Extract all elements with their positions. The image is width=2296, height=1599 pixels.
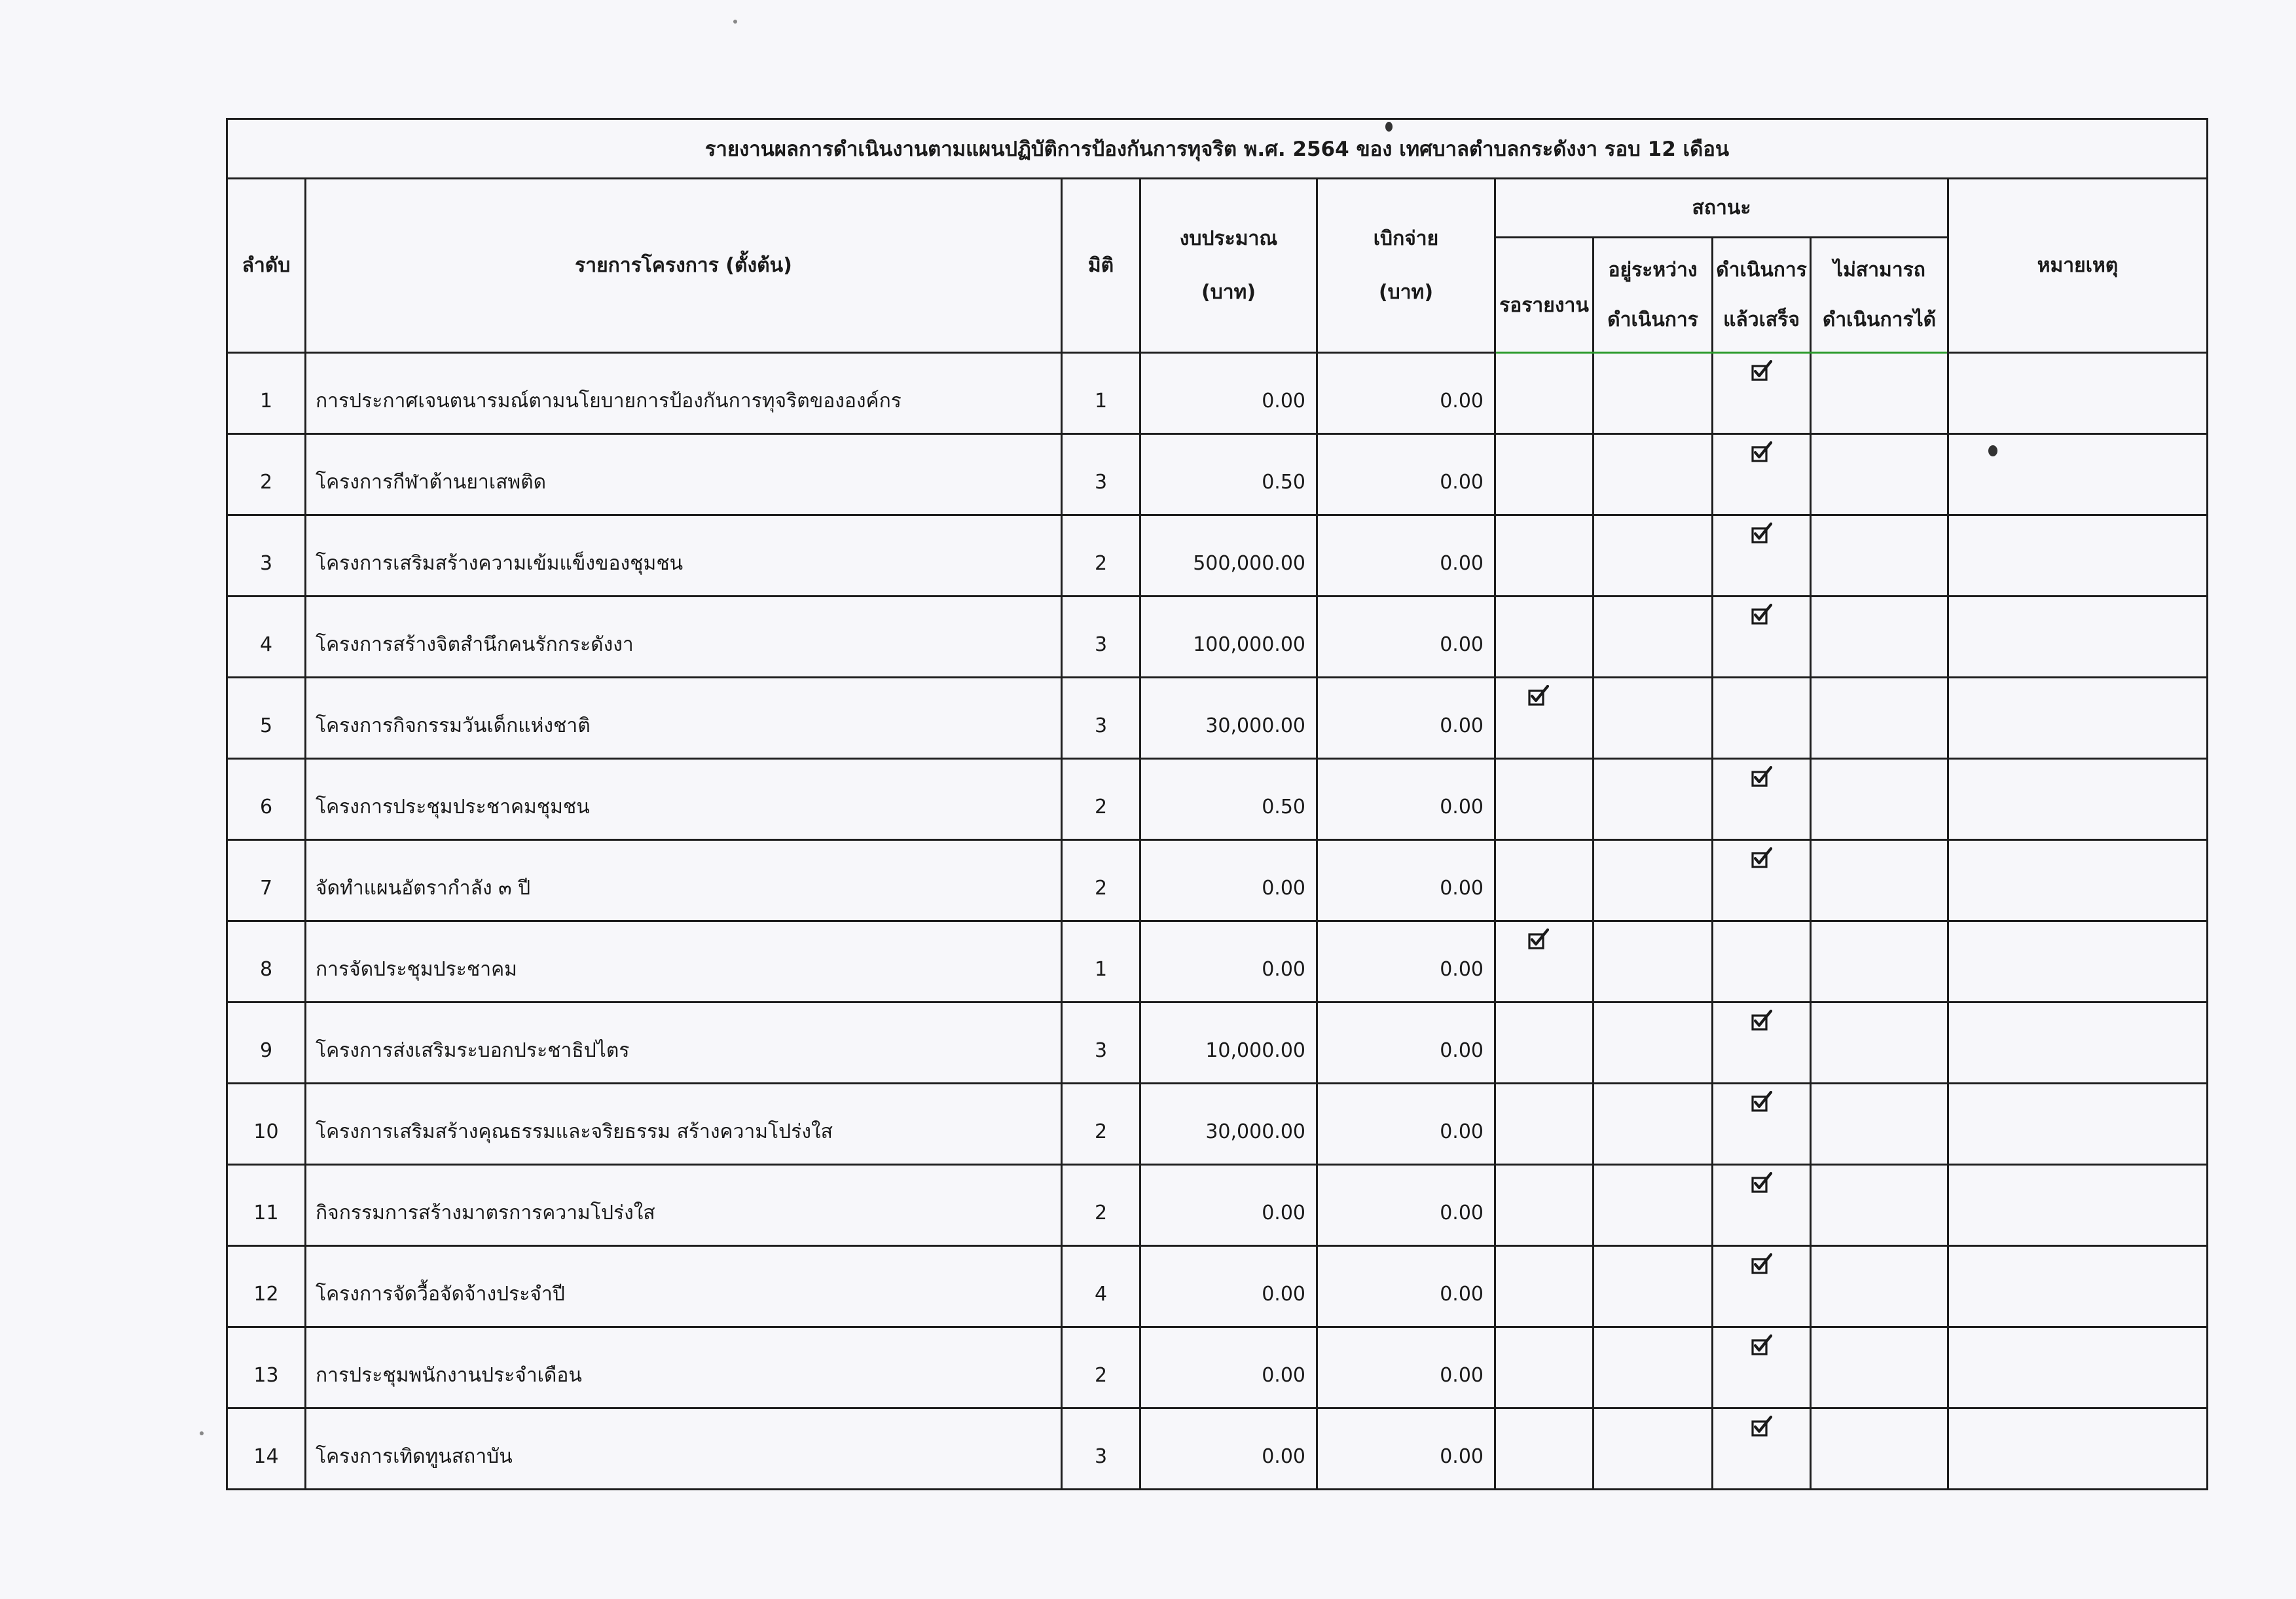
row-project-name-text: โครงการเสริมสร้างคุณธรรมและจริยธรรม สร้างความโปร่งใส [316,1120,833,1143]
row-budget-text: 30,000.00 [1205,714,1305,737]
row-remark [1948,597,2208,678]
status-unable-cell [1811,678,1948,759]
status-done-cell [1713,921,1811,1002]
row-order-text: 4 [259,633,273,656]
row-dimension-text: 2 [1094,1120,1108,1143]
row-budget [1140,1327,1317,1408]
row-dimension-text: 3 [1094,633,1108,656]
row-remark [1948,1246,2208,1327]
table-row [227,921,2208,1002]
status-done-cell [1713,759,1811,840]
status-unable-cell [1811,353,1948,434]
row-order-text: 14 [253,1445,279,1468]
checkbox-checked-icon [1751,604,1773,626]
status-inprogress-cell [1594,759,1713,840]
checkbox-checked-icon [1751,1416,1773,1438]
table-row [227,678,2208,759]
row-dimension-text: 1 [1094,958,1108,981]
row-dimension [1062,515,1140,597]
row-budget [1140,759,1317,840]
status-unable-cell [1811,1246,1948,1327]
row-spent [1317,1246,1495,1327]
row-order-text: 12 [253,1283,279,1306]
row-order-text: 9 [259,1039,273,1062]
row-spent [1317,434,1495,515]
row-spent [1317,1408,1495,1490]
status-unable-cell [1811,1165,1948,1246]
checkbox-checked-icon [1751,847,1773,870]
status-inprogress-cell [1594,597,1713,678]
row-budget [1140,597,1317,678]
row-project-name [306,1165,1062,1246]
row-remark [1948,921,2208,1002]
table-row [227,1246,2208,1327]
row-dimension [1062,353,1140,434]
status-unable-cell [1811,434,1948,515]
row-order-text: 13 [253,1364,279,1387]
row-budget-text: 0.00 [1262,1364,1305,1387]
header-status: สถานะ [1495,179,1948,238]
status-unable-cell [1811,840,1948,921]
row-spent-text: 0.00 [1440,390,1484,413]
row-dimension-text: 4 [1094,1283,1108,1306]
status-pending-cell [1495,1084,1594,1165]
row-budget [1140,678,1317,759]
header-spent-unit: (บาท) [1378,280,1434,304]
status-inprogress-cell [1594,1084,1713,1165]
row-project-name-text: กิจกรรมการสร้างมาตรการความโปร่งใส [316,1202,655,1224]
row-remark [1948,840,2208,921]
row-spent-text: 0.00 [1440,796,1484,818]
row-project-name [306,678,1062,759]
status-pending-cell [1495,1165,1594,1246]
header-status-unable [1811,238,1948,353]
row-spent-text: 0.00 [1440,714,1484,737]
status-done-cell [1713,597,1811,678]
row-order [227,1408,306,1490]
status-unable-cell [1811,515,1948,597]
project-rows [227,353,2208,1490]
checkbox-checked-icon [1751,441,1773,464]
row-spent-text: 0.00 [1440,1445,1484,1468]
row-project-name [306,353,1062,434]
row-order [227,597,306,678]
status-pending-cell [1495,759,1594,840]
status-unable-cell [1811,597,1948,678]
checkbox-checked-icon [1751,766,1773,788]
row-budget [1140,921,1317,1002]
header-status-done [1713,238,1811,353]
row-remark [1948,678,2208,759]
status-inprogress-cell [1594,678,1713,759]
status-pending-cell [1495,353,1594,434]
status-inprogress-cell [1594,921,1713,1002]
row-dimension-text: 2 [1094,877,1108,900]
row-budget [1140,1408,1317,1490]
header-status-done-line1: ดำเนินการ [1716,258,1807,282]
checkbox-checked-icon [1751,1253,1773,1276]
row-budget-text: 0.00 [1262,877,1305,900]
row-remark [1948,434,2208,515]
row-budget [1140,1165,1317,1246]
row-remark [1948,759,2208,840]
status-done-cell [1713,353,1811,434]
row-dimension [1062,921,1140,1002]
row-project-name [306,759,1062,840]
header-project: รายการโครงการ (ตั้งต้น) [306,179,1062,353]
status-pending-cell [1495,1327,1594,1408]
row-spent [1317,840,1495,921]
row-dimension [1062,1246,1140,1327]
checkbox-checked-icon [1751,1010,1773,1032]
row-budget-text: 100,000.00 [1193,633,1305,656]
row-project-name-text: โครงการเทิดทูนสถาบัน [316,1445,513,1468]
checkbox-checked-icon [1751,1334,1773,1357]
row-project-name [306,434,1062,515]
report-table [226,118,2208,1490]
row-project-name-text: โครงการเสริมสร้างความเข้มแข็งของชุมชน [316,552,683,575]
table-row [227,597,2208,678]
header-status-pending-label: รอรายงาน [1499,293,1589,317]
row-spent [1317,678,1495,759]
row-spent [1317,759,1495,840]
row-spent [1317,1165,1495,1246]
row-dimension [1062,759,1140,840]
header-status-inprogress [1594,238,1713,353]
header-status-done-line2: แล้วเสร็จ [1723,308,1800,331]
status-pending-cell [1495,434,1594,515]
row-budget-text: 0.00 [1262,1202,1305,1224]
row-budget [1140,1002,1317,1084]
status-done-cell [1713,434,1811,515]
row-dimension [1062,1165,1140,1246]
row-project-name [306,1002,1062,1084]
row-spent-text: 0.00 [1440,877,1484,900]
table-row [227,353,2208,434]
row-spent [1317,1084,1495,1165]
status-unable-cell [1811,1084,1948,1165]
row-spent [1317,921,1495,1002]
row-spent-text: 0.00 [1440,471,1484,494]
row-order [227,353,306,434]
row-order-text: 8 [259,958,273,981]
row-project-name [306,1327,1062,1408]
status-inprogress-cell [1594,1246,1713,1327]
row-dimension-text: 2 [1094,1364,1108,1387]
row-budget [1140,1084,1317,1165]
row-budget-text: 0.50 [1262,796,1305,818]
checkbox-checked-icon [1527,928,1550,951]
row-order-text: 7 [259,877,273,900]
status-unable-cell [1811,759,1948,840]
row-dimension-text: 3 [1094,1039,1108,1062]
row-dimension [1062,434,1140,515]
status-done-cell [1713,1246,1811,1327]
row-budget [1140,840,1317,921]
header-status-pending [1495,238,1594,353]
row-order-text: 2 [259,471,273,494]
report-title: รายงานผลการดำเนินงานตามแผนปฏิบัติการป้องกันการทุจริต พ.ศ. 2564 ของ เทศบาลตำบลกระดังงา รอบ 12 เดือน [227,119,2208,179]
row-project-name-text: โครงการส่งเสริมระบอกประชาธิปไตร [316,1039,630,1062]
row-spent-text: 0.00 [1440,633,1484,656]
row-dimension [1062,1408,1140,1490]
row-spent-text: 0.00 [1440,552,1484,575]
row-order-text: 3 [259,552,273,575]
header-spent-label: เบิกจ่าย [1373,227,1439,250]
row-spent-text: 0.00 [1440,1283,1484,1306]
row-project-name-text: โครงการประชุมประชาคมชุมชน [316,796,590,818]
status-pending-cell [1495,597,1594,678]
row-dimension [1062,597,1140,678]
row-project-name [306,515,1062,597]
row-spent [1317,353,1495,434]
header-status-inprogress-line1: อยู่ระหว่าง [1608,258,1698,282]
status-pending-cell [1495,840,1594,921]
status-inprogress-cell [1594,434,1713,515]
status-done-cell [1713,840,1811,921]
status-pending-cell [1495,678,1594,759]
status-pending-cell [1495,1408,1594,1490]
header-status-unable-line1: ไม่สามารถ [1833,258,1925,282]
row-dimension-text: 2 [1094,552,1108,575]
row-dimension [1062,1002,1140,1084]
table-row [227,1408,2208,1490]
row-spent [1317,1002,1495,1084]
table-row [227,1002,2208,1084]
status-inprogress-cell [1594,1327,1713,1408]
header-spent [1317,179,1495,353]
row-remark [1948,1002,2208,1084]
row-budget [1140,515,1317,597]
status-inprogress-cell [1594,840,1713,921]
status-inprogress-cell [1594,1408,1713,1490]
row-order-text: 1 [259,390,273,413]
table-row [227,1084,2208,1165]
row-remark [1948,1408,2208,1490]
row-remark [1948,1084,2208,1165]
status-unable-cell [1811,921,1948,1002]
row-spent-text: 0.00 [1440,1120,1484,1143]
row-remark [1948,1327,2208,1408]
row-project-name-text: จัดทำแผนอัตรากำลัง ๓ ปี [316,877,531,900]
row-dimension-text: 1 [1094,390,1108,413]
row-budget-text: 0.00 [1262,958,1305,981]
row-remark [1948,515,2208,597]
row-order [227,921,306,1002]
row-order [227,1165,306,1246]
status-inprogress-cell [1594,1002,1713,1084]
row-order [227,1002,306,1084]
row-project-name-text: การจัดประชุมประชาคม [316,958,517,981]
row-budget-text: 0.50 [1262,471,1305,494]
row-spent-text: 0.00 [1440,958,1484,981]
row-spent [1317,515,1495,597]
row-budget-text: 10,000.00 [1205,1039,1305,1062]
status-done-cell [1713,678,1811,759]
row-order [227,759,306,840]
row-spent [1317,1327,1495,1408]
status-done-cell [1713,1165,1811,1246]
status-pending-cell [1495,921,1594,1002]
row-budget [1140,434,1317,515]
header-budget-label: งบประมาณ [1179,227,1278,250]
row-budget-text: 0.00 [1262,390,1305,413]
header-budget-unit: (บาท) [1201,280,1256,304]
row-project-name-text: โครงการกิจกรรมวันเด็กแห่งชาติ [316,714,591,737]
header-budget [1140,179,1317,353]
row-dimension [1062,678,1140,759]
status-inprogress-cell [1594,353,1713,434]
header-order: ลำดับ [227,179,306,353]
row-project-name [306,840,1062,921]
status-done-cell [1713,1408,1811,1490]
header-status-inprogress-line2: ดำเนินการ [1607,308,1698,331]
row-order [227,1084,306,1165]
checkbox-checked-icon [1527,685,1550,707]
row-project-name [306,921,1062,1002]
row-order [227,515,306,597]
row-spent [1317,597,1495,678]
status-done-cell [1713,1084,1811,1165]
row-order [227,1327,306,1408]
table-row [227,515,2208,597]
status-pending-cell [1495,1246,1594,1327]
row-budget-text: 500,000.00 [1193,552,1305,575]
row-remark [1948,1165,2208,1246]
status-unable-cell [1811,1408,1948,1490]
row-order-text: 10 [253,1120,279,1143]
row-project-name-text: โครงการจัดวื้อจัดจ้างประจำปี [316,1283,565,1306]
status-unable-cell [1811,1327,1948,1408]
row-spent-text: 0.00 [1440,1039,1484,1062]
status-unable-cell [1811,1002,1948,1084]
table-row [227,1165,2208,1246]
table-row [227,1327,2208,1408]
row-order-text: 11 [253,1202,279,1224]
row-dimension-text: 3 [1094,1445,1108,1468]
row-dimension-text: 3 [1094,714,1108,737]
table-row [227,434,2208,515]
checkbox-checked-icon [1751,360,1773,382]
table-row [227,840,2208,921]
status-inprogress-cell [1594,515,1713,597]
checkbox-checked-icon [1751,1172,1773,1194]
row-project-name-text: การประชุมพนักงานประจำเดือน [316,1364,582,1387]
row-dimension [1062,1084,1140,1165]
row-budget-text: 0.00 [1262,1445,1305,1468]
row-spent-text: 0.00 [1440,1364,1484,1387]
row-dimension [1062,1327,1140,1408]
status-done-cell [1713,515,1811,597]
row-budget-text: 0.00 [1262,1283,1305,1306]
row-project-name [306,1408,1062,1490]
row-budget [1140,1246,1317,1327]
row-budget-text: 30,000.00 [1205,1120,1305,1143]
row-order [227,1246,306,1327]
status-pending-cell [1495,515,1594,597]
table-row [227,759,2208,840]
row-dimension-text: 3 [1094,471,1108,494]
row-budget [1140,353,1317,434]
row-dimension-text: 2 [1094,1202,1108,1224]
row-project-name [306,1084,1062,1165]
header-dimension: มิติ [1062,179,1140,353]
row-project-name [306,1246,1062,1327]
status-done-cell [1713,1002,1811,1084]
row-spent-text: 0.00 [1440,1202,1484,1224]
row-project-name [306,597,1062,678]
row-order [227,678,306,759]
row-remark [1948,353,2208,434]
row-order [227,434,306,515]
row-order-text: 5 [259,714,273,737]
status-inprogress-cell [1594,1165,1713,1246]
row-project-name-text: โครงการสร้างจิตสำนึกคนรักกระดังงา [316,633,634,656]
row-order [227,840,306,921]
status-pending-cell [1495,1002,1594,1084]
status-done-cell [1713,1327,1811,1408]
row-project-name-text: การประกาศเจนตนารมณ์ตามนโยบายการป้องกันการทุจริตขององค์กร [316,390,902,413]
row-dimension [1062,840,1140,921]
row-dimension-text: 2 [1094,796,1108,818]
row-order-text: 6 [259,796,273,818]
row-project-name-text: โครงการกีฬาต้านยาเสพติด [316,471,547,494]
header-remark: หมายเหตุ [1948,179,2208,353]
checkbox-checked-icon [1751,523,1773,545]
header-status-unable-line2: ดำเนินการได้ [1822,308,1937,331]
checkbox-checked-icon [1751,1091,1773,1113]
